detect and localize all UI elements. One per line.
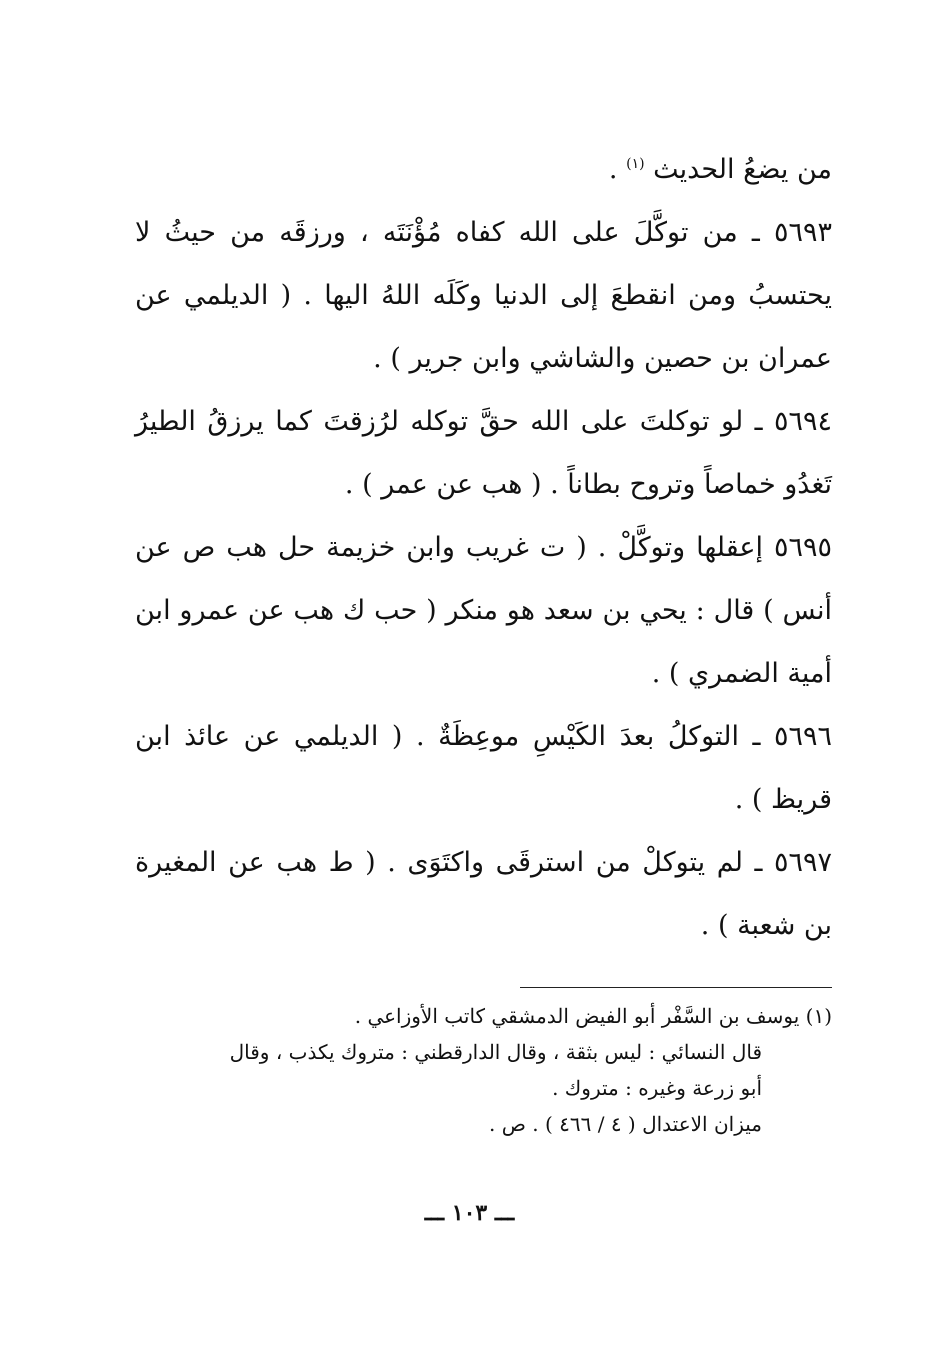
hadith-entry [135, 390, 832, 516]
footnote-line [135, 998, 832, 1034]
main-text [135, 133, 832, 957]
hadith-text: ـ من توكَّلَ على الله كفاه مُؤْنَتَه ، ورزقَه من حيثُ لا يحتسبُ ومن انقطعَ إلى الدنيا وكَلَه اللهُ اليها . ( الديلمي عن عمران بن حصين والشاشي وابن جرير ) . [135, 217, 832, 374]
footnote-line: قال النسائي : ليس بثقة ، وقال الدارقطني : متروك يكذب ، وقال [229, 1040, 762, 1064]
intro-line [135, 133, 832, 201]
intro-end: . [608, 154, 618, 185]
footnotes [135, 998, 832, 1142]
footnote-text: يوسف بن السَّفْر أبو الفيض الدمشقي كاتب الأوزاعي . [354, 1004, 800, 1028]
footnote-line: أبو زرعة وغيره : متروك . [552, 1076, 762, 1100]
hadith-entry [135, 831, 832, 957]
hadith-number: ٥٦٩٤ [773, 406, 832, 437]
footnote-marker: (١) [805, 1004, 832, 1028]
hadith-text: ـ لو توكلتَ على الله حقَّ توكله لرُزقتَ كما يرزقُ الطيرُ تَغدُو خماصاً وتروح بطاناً . ( هب عن عمر ) . [135, 406, 832, 500]
footnote-divider [520, 987, 832, 988]
hadith-entry [135, 201, 832, 390]
hadith-number: ٥٦٩٣ [773, 217, 832, 248]
hadith-entry [135, 705, 832, 831]
hadith-number: ٥٦٩٧ [773, 847, 832, 878]
hadith-text: إعقلها وتوكَّلْ . ( ت غريب وابن خزيمة حل هب ص عن أنس ) قال : يحي بن سعد هو منكر ( حب ك هب عن عمرو ابن أمية الضمري ) . [135, 532, 832, 689]
hadith-entry [135, 516, 832, 705]
hadith-number: ٥٦٩٥ [773, 532, 832, 563]
footnote-ref: (١) [626, 156, 645, 172]
hadith-text: ـ لم يتوكلْ من استرقَى واكتَوَى . ( ط هب عن المغيرة بن شعبة ) . [135, 847, 832, 941]
hadith-number: ٥٦٩٦ [773, 721, 832, 752]
hadith-text: ـ التوكلُ بعدَ الكَيْسِ موعِظَةٌ . ( الديلمي عن عائذ ابن قريظ ) . [135, 721, 832, 815]
footnote-line: ميزان الاعتدال ( ٤ / ٤٦٦ ) . ص . [489, 1112, 762, 1136]
page-number: ـــ ١٠٣ ـــ [424, 1200, 515, 1226]
intro-text: من يضعُ الحديث [653, 154, 832, 185]
